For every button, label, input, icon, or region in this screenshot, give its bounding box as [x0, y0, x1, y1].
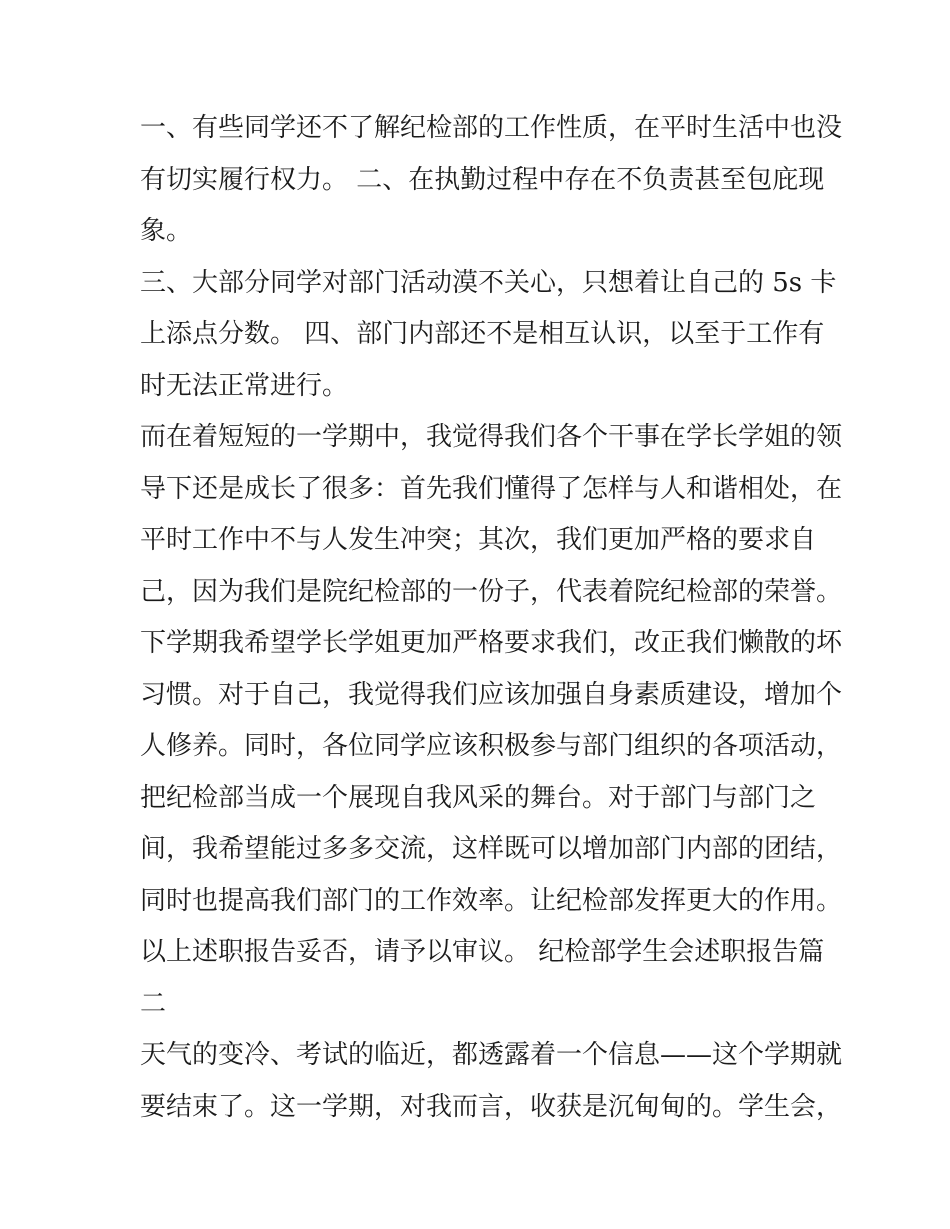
text-line-5: 上添点分数。 四、部门内部还不是相互认识，以至于工作有 — [140, 319, 825, 349]
text-line-10: 己，因为我们是院纪检部的一份子，代表着院纪检部的荣誉。 — [140, 576, 843, 607]
text-line-19: 天气的变冷、考试的临近，都透露着一个信息——这个学期就 — [140, 1040, 843, 1070]
text-line-17: 以上述职报告妥否，请予以审议。 纪检部学生会述职报告篇 — [140, 937, 825, 967]
text-line-2: 有切实履行权力。 二、在执勤过程中存在不负责甚至包庇现 — [140, 164, 825, 195]
text-line-14: 把纪检部当成一个展现自我风采的舞台。对于部门与部门之 — [140, 782, 817, 813]
text-line-6: 时无法正常进行。 — [140, 370, 349, 401]
text-line-4: 三、大部分同学对部门活动漠不关心，只想着让自己的 5s 卡 — [140, 267, 837, 298]
text-line-13: 人修养。同时，各位同学应该积极参与部门组织的各项活动， — [140, 731, 843, 761]
text-line-12: 习惯。对于自己，我觉得我们应该加强自身素质建设，增加个 — [140, 679, 843, 710]
body-text — [140, 103, 843, 1133]
text-line-8: 导下还是成长了很多：首先我们懂得了怎样与人和谐相处，在 — [140, 473, 843, 504]
text-line-3: 象。 — [140, 216, 193, 246]
text-line-18: 二 — [140, 988, 167, 1019]
text-line-1: 一、有些同学还不了解纪检部的工作性质，在平时生活中也没 — [140, 113, 843, 143]
text-line-15: 间，我希望能过多多交流，这样既可以增加部门内部的团结， — [140, 834, 843, 864]
text-line-16: 同时也提高我们部门的工作效率。让纪检部发挥更大的作用。 — [140, 885, 843, 916]
text-line-11: 下学期我希望学长学姐更加严格要求我们，改正我们懒散的坏 — [140, 628, 843, 658]
text-line-7: 而在着短短的一学期中，我觉得我们各个干事在学长学姐的领 — [140, 422, 843, 452]
text-line-20: 要结束了。这一学期，对我而言，收获是沉甸甸的。学生会， — [140, 1091, 843, 1122]
text-line-9: 平时工作中不与人发生冲突；其次，我们更加严格的要求自 — [140, 525, 817, 555]
